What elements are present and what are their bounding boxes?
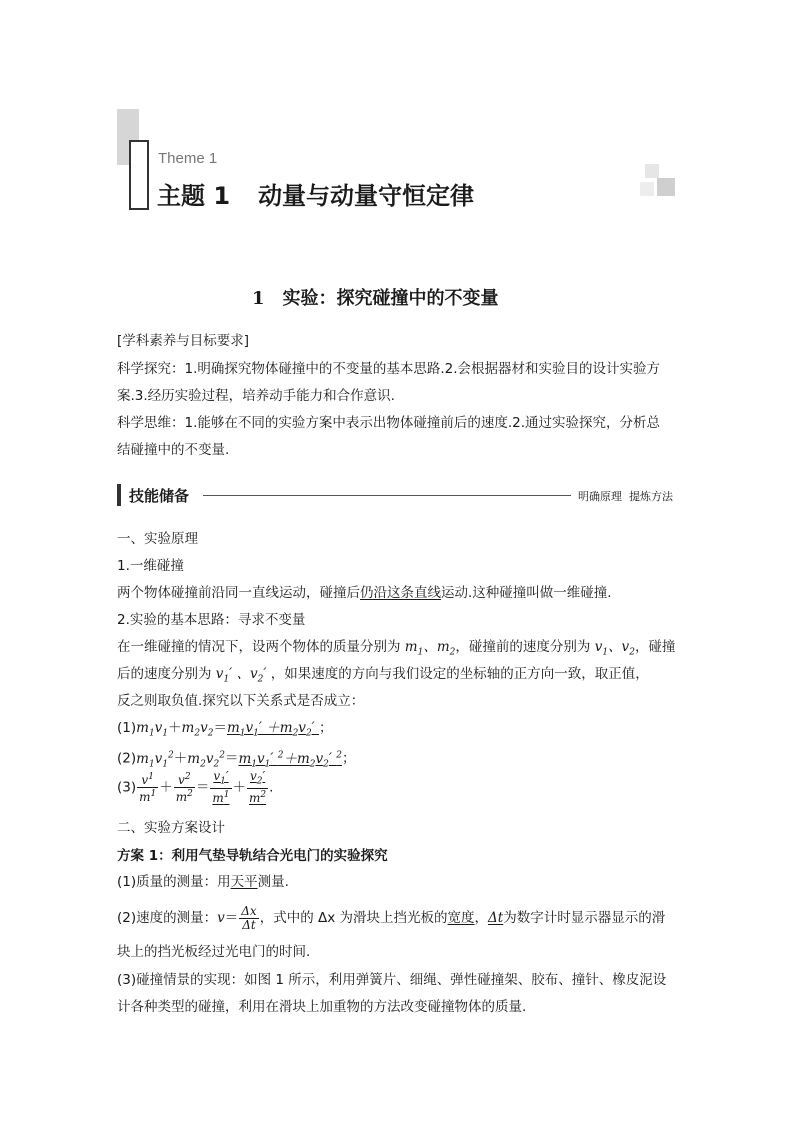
corner-decor-3 <box>640 182 654 196</box>
goals-thinking-line-2: 结碰撞中的不变量. <box>117 442 230 458</box>
p2-text-c: ，碰撞 <box>634 639 676 655</box>
principle-sub2: 2.实验的基本思路：寻求不变量 <box>117 612 306 628</box>
velocity-symbols: $v_1$、$v_2$ <box>594 639 635 658</box>
mass-symbols: $m_1$、$m_2$ <box>404 639 456 658</box>
principle-p2-line-3: 反之则取负值.探究以下关系式是否成立： <box>117 693 365 709</box>
mass-text-b: 测量. <box>257 874 289 890</box>
velocity-text-b: ，式中的 Δx 为滑块上挡光板的 <box>259 910 448 926</box>
principle-heading: 一、实验原理 <box>117 531 198 547</box>
velocity-text-c: ， <box>474 910 489 926</box>
p2-text-a: 在一维碰撞的情况下，设两个物体的质量分别为 <box>117 639 405 655</box>
p1-underline: 仍沿这条直线 <box>360 585 441 601</box>
theme-label: Theme 1 <box>158 150 218 167</box>
goals-heading: [学科素养与目标要求] <box>117 333 250 349</box>
velocity-text-a: (2)速度的测量： <box>117 910 218 926</box>
design-plan1: 方案 1：利用气垫导轨结合光电门的实验探究 <box>117 848 388 864</box>
corner-decor-1 <box>645 164 659 178</box>
goals-thinking-line-1: 科学思维：1.能够在不同的实验方案中表示出物体碰撞前后的速度.2.通过实验探究，分析总 <box>117 415 661 431</box>
p1-text-b: 运动.这种碰撞叫做一维碰撞. <box>441 585 612 601</box>
mass-text-a: (1)质量的测量：用 <box>117 874 231 890</box>
principle-p1 <box>117 583 612 603</box>
design-velocity-cont: 块上的挡光板经过光电门的时间. <box>117 944 311 960</box>
section-title-text: 实验：探究碰撞中的不变量 <box>282 288 499 309</box>
section-title-num: 1 <box>252 288 265 309</box>
principle-p2-line-1 <box>117 637 675 663</box>
velocity-after-symbols: $v_1'$ 、$v_2'$ <box>215 666 271 685</box>
banner-right-text: 明确原理 提炼方法 <box>578 490 673 503</box>
velocity-text-d: 为数字计时显示器显示的滑 <box>503 910 666 926</box>
design-collision-1: (3)碰撞情景的实现：如图 1 所示，利用弹簧片、细绳、弹性碰撞架、胶布、撞针、橡皮泥设 <box>117 972 667 988</box>
formula-1: $(1)m_1v_1+m_2v_2=m_1v_1' +m_2v_2'$ ； <box>117 720 333 739</box>
p2-text-d: 后的速度分别为 <box>117 666 216 682</box>
principle-p2-line-2 <box>117 664 649 690</box>
banner-bar <box>117 484 121 506</box>
design-heading: 二、实验方案设计 <box>117 820 225 836</box>
formula-1-label: (1) <box>117 720 137 736</box>
velocity-underline-1: 宽度 <box>447 910 475 926</box>
principle-sub1: 1.一维碰撞 <box>117 558 184 574</box>
theme-title-text: 动量与动量守恒定律 <box>258 182 475 210</box>
formula-2-label: (2) <box>117 750 137 767</box>
section-title <box>252 284 499 310</box>
velocity-underline-2: Δt <box>488 910 504 926</box>
banner-label: 技能储备 <box>129 487 190 505</box>
banner-rule <box>203 495 571 496</box>
design-mass <box>117 872 289 892</box>
goals-inquiry-line-2: 案.3.经历实验过程，培养动手能力和合作意识. <box>117 388 395 404</box>
formula-3-label: (3) <box>117 779 137 796</box>
goals-inquiry-line-1: 科学探究：1.明确探究物体碰撞中的不变量的基本思路.2.会根据器材和实验目的设计实验方 <box>117 361 661 377</box>
p2-text-e: ，如果速度的方向与我们设定的坐标轴的正方向一致，取正值， <box>270 666 649 682</box>
p1-text-a: 两个物体碰撞前沿同一直线运动，碰撞后 <box>117 585 360 601</box>
theme-title-num: 主题 1 <box>157 182 231 210</box>
corner-decor-2 <box>657 178 675 196</box>
formula-2: $(2)m_1v_1^2+m_2v_2^2=m_1v_1'$ $^2+m_2v_2'$ $^2$； <box>117 750 356 770</box>
header-decor-frame <box>129 140 149 210</box>
formula-3: (3) $\frac{v^1}{m^1}$ ＋ $\frac{v^2}{m^2}$ ＝ $\frac{v_1'}{m^1}$ ＋ $\frac{v_2'}{m^2}$ . <box>117 769 274 806</box>
design-collision-2: 计各种类型的碰撞，利用在滑块上加重物的方法改变碰撞物体的质量. <box>117 999 527 1015</box>
p2-text-b: ，碰撞前的速度分别为 <box>455 639 595 655</box>
design-velocity: (2)速度的测量：v＝ $\frac{\Delta x}{\Delta t}$ ，式中的 Δx 为滑块上挡光板的宽度，Δt为数字计时显示器显示的滑 <box>117 903 666 932</box>
mass-underline: 天平 <box>230 874 258 890</box>
theme-title <box>157 176 474 211</box>
